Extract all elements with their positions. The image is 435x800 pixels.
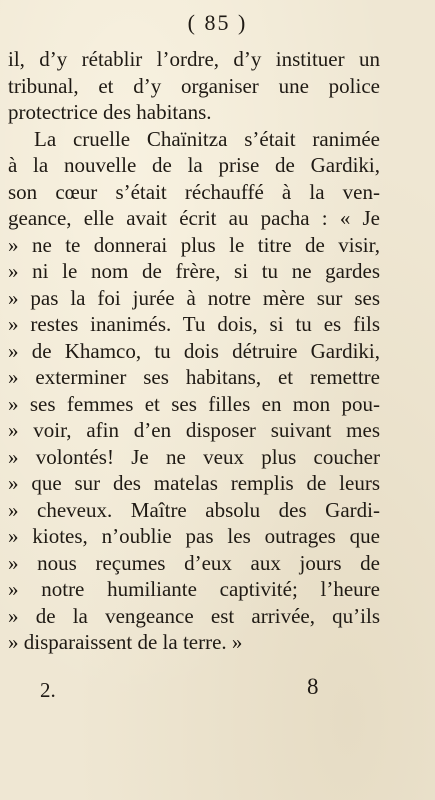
page-footer [0,670,435,710]
body-text [8,46,380,656]
text-line: protectrice des habitans. [8,100,212,124]
text-line: La cruelle Chaïnitza s’était ranimée [34,126,380,151]
text-line: » nous reçumes d’eux aux jours de [8,550,380,575]
text-line: » disparaissent de la terre. » [8,630,243,654]
text-line: » volontés! Je ne veux plus coucher [8,444,380,469]
text-line: » notre humiliante captivité; l’heure [8,577,380,601]
page-number: ( 85 ) [187,10,248,35]
text-line: » que sur des matelas remplis de leurs [8,471,380,495]
text-line: » restes inanimés. Tu dois, si tu es fils [8,312,380,336]
text-line: il, d’y rétablir l’ordre, d’y instituer un [8,47,380,71]
text-line: » kiotes, n’oublie pas les outrages que [8,524,380,548]
text-line: » exterminer ses habitans, et remettre [8,365,380,389]
text-line: » ne te donnerai plus le titre de visir, [8,232,380,257]
text-line: à la nouvelle de la prise de Gardiki, [8,153,380,177]
text-line: » ni le nom de frère, si tu ne gardes [8,259,380,283]
signature-mark: 2. [40,678,56,702]
text-line: » pas la foi jurée à notre mère sur ses [8,285,380,310]
text-line: » voir, afin d’en disposer suivant mes [8,418,380,442]
text-line: » cheveux. Maître absolu des Gardi- [8,497,380,522]
text-line: son cœur s’était réchauffé à la ven- [8,179,380,204]
text-line: » de Khamco, tu dois détruire Gardiki, [8,338,380,363]
text-line: » de la vengeance est arrivée, qu’ils [8,603,380,628]
text-line: tribunal, et d’y organiser une police [8,73,380,98]
text-line: geance, elle avait écrit au pacha : « Je [8,206,380,230]
sheet-number: 8 [307,674,319,699]
text-line: » ses femmes et ses filles en mon pou- [8,391,380,416]
